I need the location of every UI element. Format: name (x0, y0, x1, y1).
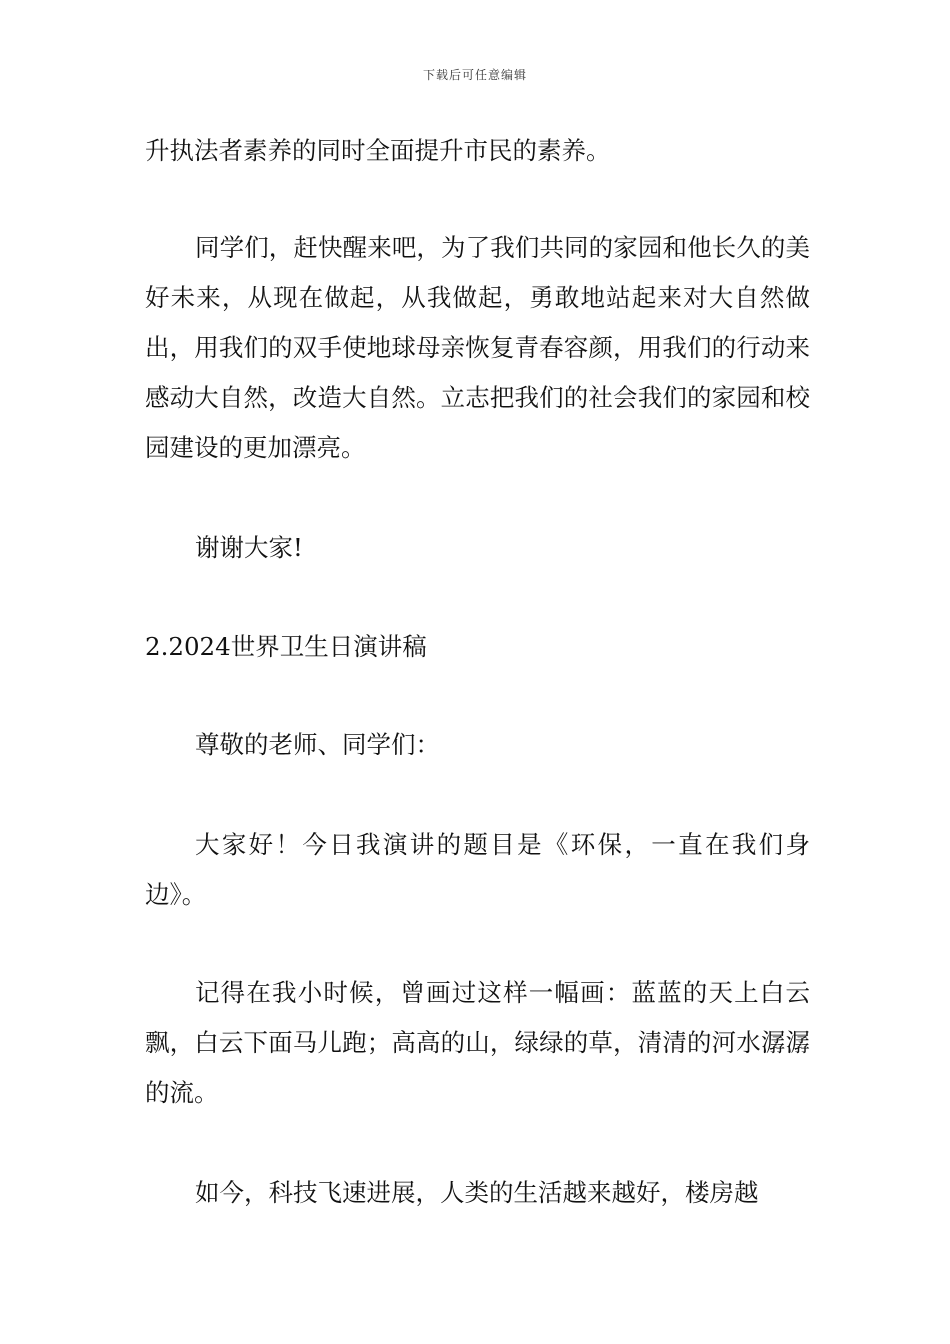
paragraph-salutation: 尊敬的老师、同学们： (195, 730, 440, 759)
paragraph-memory: 记得在我小时候，曾画过这样一幅画：蓝蓝的天上白云飘，白云下面马儿跑；高高的山，绿绿的草，清清的河水潺潺的流。 (145, 978, 810, 1107)
paragraph-greeting: 大家好！今日我演讲的题目是《环保，一直在我们身边》。 (145, 830, 810, 909)
paragraph-call-to-action: 同学们，赶快醒来吧，为了我们共同的家园和他长久的美好未来，从现在做起，从我做起，勇敢地站起来对大自然做出，用我们的双手使地球母亲恢复青春容颜，用我们的行动来感动大自然，改造大自然。立志把我们的社会我们的家园和校园建设的更加漂亮。 (145, 233, 810, 462)
page-header: 下载后可任意编辑 (422, 68, 527, 82)
paragraph-progress: 如今，科技飞速进展，人类的生活越来越好，楼房越 (195, 1178, 759, 1207)
paragraph-continuation: 升执法者素养的同时全面提升市民的素养。 (145, 136, 611, 165)
paragraph-thanks: 谢谢大家! (195, 533, 303, 562)
section-heading: 2.2024世界卫生日演讲稿 (145, 632, 427, 661)
